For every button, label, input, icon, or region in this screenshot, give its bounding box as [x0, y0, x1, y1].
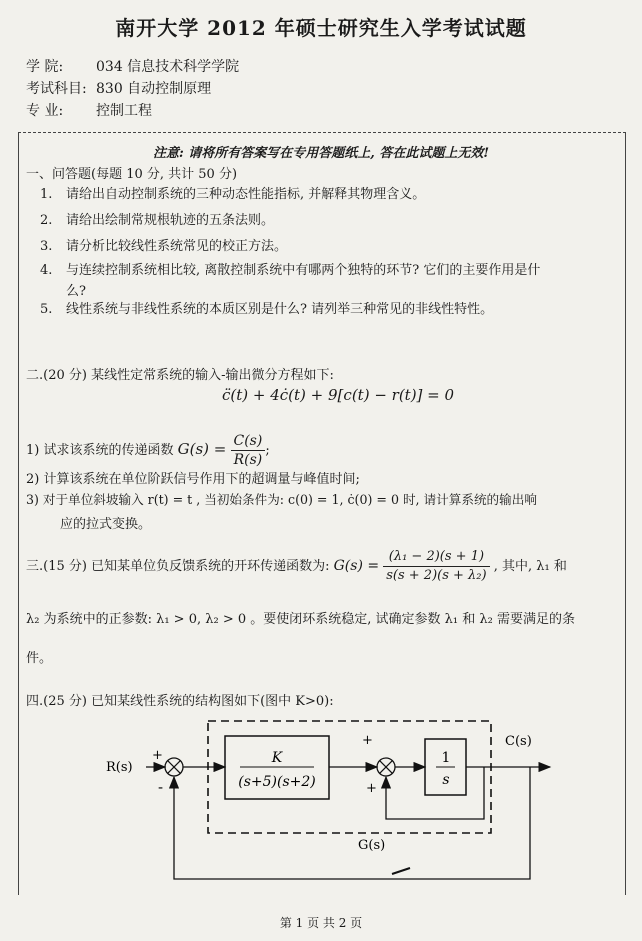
s3-post: , 其中, λ₁ 和 [493, 559, 567, 574]
section-1-heading: 一、问答题(每题 10 分, 共计 50 分) [26, 167, 238, 182]
item-text: 请分析比较线性系统常见的校正方法。 [66, 239, 288, 254]
subject-value: 830 自动控制原理 [96, 81, 212, 97]
s2-q3-line1: 3) 对于单位斜坡输入 r(t) = t , 当初始条件为: c(0) = 1, ċ(0) = 0 时, 请计算系统的输出响 [26, 492, 537, 507]
fraction-denominator: s(s + 2)(s + λ₂) [386, 568, 487, 583]
s2-q3-line2: 应的拉式变换。 [60, 517, 152, 532]
item-number: 2. [40, 213, 53, 228]
item-text: 线性系统与非线性系统的本质区别是什么? 请列举三种常见的非线性特性。 [66, 302, 494, 317]
major-value: 控制工程 [96, 103, 152, 119]
differential-equation: c̈(t) + 4ċ(t) + 9[c(t) − r(t)] = 0 [222, 386, 455, 404]
page-footer: 第 1 页 共 2 页 [279, 916, 363, 930]
fraction-numerator: (λ₁ − 2)(s + 1) [383, 548, 489, 567]
output-label: C(s) [505, 734, 532, 749]
s3-line3: 件。 [26, 651, 53, 666]
s3-G: G(s) = [333, 558, 380, 574]
input-label: R(s) [106, 760, 133, 775]
item-number: 3. [40, 239, 53, 254]
item-text: 与连续控制系统相比较, 离散控制系统中有哪两个独特的环节? 它们的主要作用是什 [66, 263, 541, 278]
fraction-denominator: R(s) [233, 452, 263, 468]
minus-sign-1: - [158, 778, 164, 796]
block-2-denominator: s [442, 772, 450, 788]
s2-q1-G: G(s) = [177, 440, 227, 458]
outer-feedback-path [174, 767, 530, 879]
feedback-direction-mark [392, 868, 410, 874]
s3-line2: λ₂ 为系统中的正参数: λ₁ > 0, λ₂ > 0 。要使闭环系统稳定, 试确定参数 λ₁ 和 λ₂ 需要满足的条 [26, 612, 575, 627]
s2-q2: 2) 计算该系统在单位阶跃信号作用下的超调量与峰值时间; [26, 472, 360, 487]
item-number: 5. [40, 302, 53, 317]
item-text: 请给出自动控制系统的三种动态性能指标, 并解释其物理含义。 [66, 187, 426, 202]
plus-sign-1: + [152, 748, 163, 763]
plus-sign-3: + [366, 781, 377, 796]
s3-intro: 三.(15 分) 已知某单位负反馈系统的开环传递函数为: [26, 559, 330, 574]
s2-q1-text: 1) 试求该系统的传递函数 [26, 443, 174, 458]
subject-label: 考试科目: [26, 81, 87, 97]
section-2-heading: 二.(20 分) 某线性定常系统的输入-输出微分方程如下: [26, 368, 334, 383]
summing-junction-2 [377, 758, 395, 776]
notice-text: 注意: 请将所有答案写在专用答题纸上, 答在此试题上无效! [152, 146, 490, 161]
block-1-denominator: (s+5)(s+2) [238, 774, 316, 790]
summing-junction-1 [165, 758, 183, 776]
section-4-heading: 四.(25 分) 已知某线性系统的结构图如下(图中 K>0): [26, 694, 334, 709]
plus-sign-2: + [362, 733, 373, 748]
exam-title: 南开大学 2012 年硕士研究生入学考试试题 [115, 16, 527, 40]
block-2-numerator: 1 [441, 750, 451, 766]
fraction-numerator: C(s) [231, 432, 266, 451]
item-number: 1. [40, 187, 53, 202]
college-value: 034 信息技术科学学院 [96, 59, 240, 75]
g-label: G(s) [358, 838, 386, 853]
item-text: 么? [66, 284, 86, 299]
major-label: 专 业: [26, 103, 64, 119]
item-text: 请给出绘制常规根轨迹的五条法则。 [66, 213, 275, 228]
college-label: 学 院: [26, 59, 64, 75]
s2-q1-semicolon: ; [265, 443, 270, 458]
inner-feedback-path [386, 767, 484, 819]
item-number: 4. [40, 263, 53, 278]
block-1-numerator: K [271, 750, 283, 766]
